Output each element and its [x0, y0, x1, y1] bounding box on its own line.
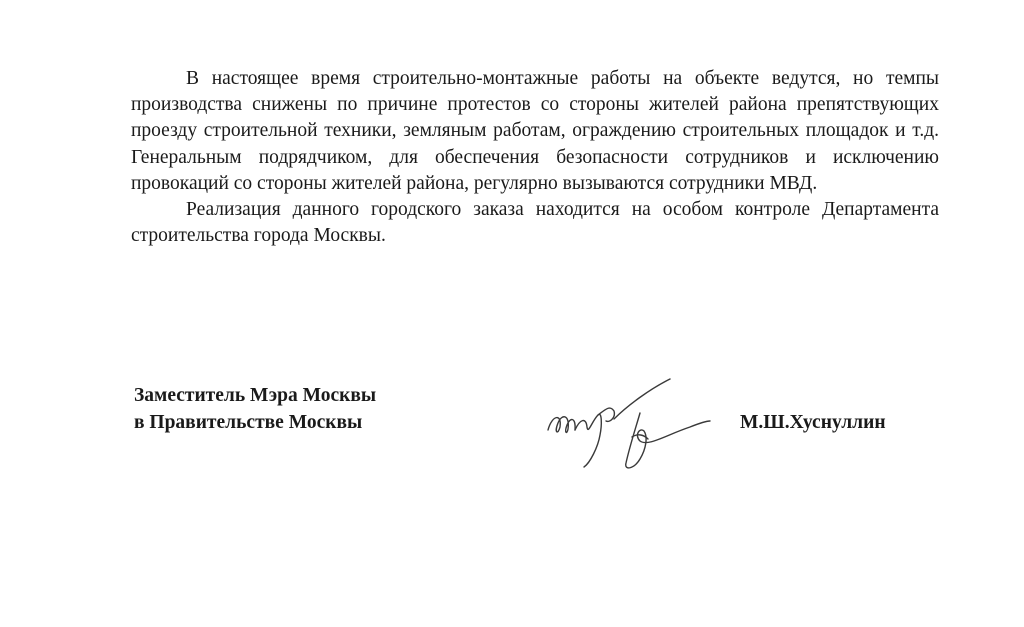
paragraph-1: В настоящее время строительно-монтажные работы на объекте ведутся, но темпы производства снижены по причине протестов со стороны жителей района препятствующих проезду строительной техники, земляным работам, ограждению строительных площадок и т.д. Генеральным подрядчиком, для обеспечения безопасности сотрудников и исключению провокаций со стороны жителей района, регулярно вызываются сотрудники МВД. — [131, 68, 939, 194]
signatory-name: М.Ш.Хуснуллин — [740, 412, 886, 433]
signatory-position-line-1: Заместитель Мэра Москвы — [134, 385, 377, 406]
paragraph-2: Реализация данного городского заказа находится на особом контроле Департамента строительства города Москвы. — [131, 199, 939, 247]
signatory-position — [134, 383, 376, 436]
handwritten-signature — [540, 375, 740, 475]
signatory-position-line-2: в Правительстве Москвы — [134, 411, 363, 433]
letter-body — [131, 66, 939, 249]
